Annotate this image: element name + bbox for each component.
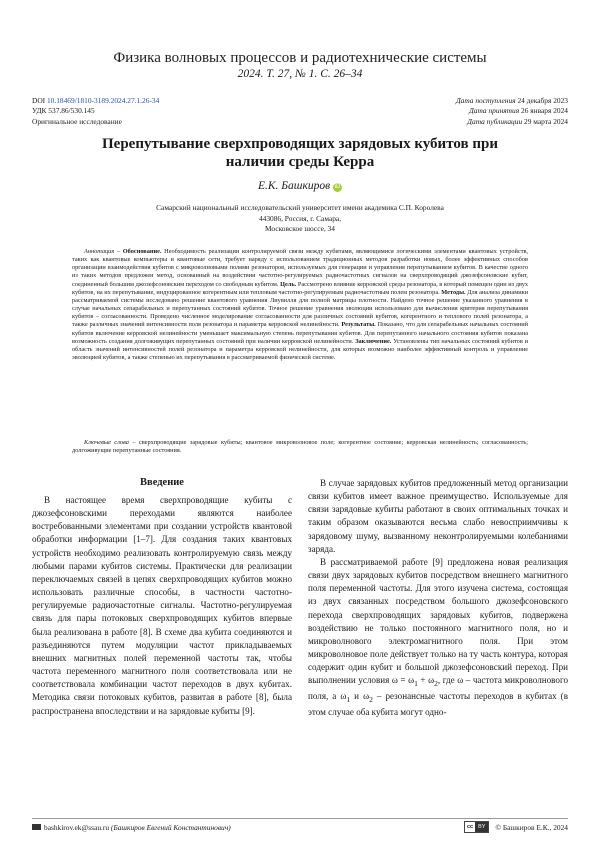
accepted-date-line [456, 106, 568, 116]
orcid-icon[interactable]: iD [334, 184, 341, 190]
paragraph: В настоящее время сверхпроводящие кубиты с джозефсоновскими переходами являются наиболее востребованными элементами при создании устройств квантовой обработки информации [1–7]. Для создания таких квантовых устройств необходимо реализовать контролируемую связь между любыми парами кубитов системы. Практически для реализации переключаемых связей в цепях сверхпроводящих кубитов можно использовать различные способы, в частности частотно-регулируемые радиочастотные сигналы. Частотно-регулируемая связь для пары потоковых сверхпроводящих кубитов впервые была реализована в работе [8]. В схеме два кубита соединяются и разъединяются путем модуляции частот прикладываемых внешних магнитных полей переменной частоты так, чтобы частота переменного магнитного поля соответствовала или не соответствовала комбинации частот переходов в двух кубитах. Методика связи потоковых кубитов, развитая в работе [8], была распространена впоследствии и на зарядовые кубиты [9]. [32, 495, 292, 716]
journal-issue: 2024. Т. 27, № 1. С. 26–34 [237, 68, 363, 80]
body-column-left [32, 494, 292, 718]
footer-license [464, 821, 568, 833]
affiliation-address-2: Московское шоссе, 34 [265, 224, 335, 234]
paragraph: В случае зарядовых кубитов предложенный метод организации связи кубитов имеет важное преимущество. Используемые для связи зарядовые кубиты работают в своих оптимальных точках и таким образом оказываются весьма слабо невосприимчивы к зарядовому шуму, вызванному неконтролируемыми колебаниями заряда. [308, 478, 568, 554]
published-label: Дата публикации [467, 116, 523, 126]
doi-line [32, 96, 159, 106]
mail-icon [32, 824, 41, 830]
abstract-text: Аннотация – Обоснование. Необходимость реализации контролируемой связи между кубитами, являющимися логическими элементами квантовых устройств, таких как квантовые компьютеры и квантовые сети, требует наряду с использованием традиционных методов разработки новых, более эффективных способов организации взаимодействия кубитов с микроволновыми полями резонаторов, используемых для генерации и управления перепутыванием кубитов. В качестве одного из таких методов предложен метод, основанный на воздействии частотно-регулируемых радиочастотных сигналов на сверхпроводящий джозефсоновские кубит, соединенный большим джозефсоновским переходом со свободным кубитом. Цель. Рассмотрено влияние керровской среды резонатора, в который помещен один из двух кубитов, на их перепутывание, индуцированное когерентным или тепловым частотно-регулируемым радиочастотным полем резонатора. Методы. Для анализа динамики рассматриваемой системы исследовано решение квантового уравнения Лиувилля для полной матрицы плотности. Найдено точное решение указанного уравнения в случае начальных сепарабельных и перепутанных состояний кубитов. Точное решение уравнения эволюции использовано для вычисления критерия перепутывания кубитов – согласованности. Проведено численное моделирование согласованности для различных состояний кубитов, когерентного и теплового полей резонатора, а также различных значений интенсивности поля резонатора и параметра керровской нелинейности. Результаты. Показано, что для сепарабельных начальных состояний кубитов включение керровской нелинейности уменьшает максимальную степень перепутывания кубитов. Для перепутанного начального состояния кубитов показана возможность создания долгоживущих перепутанных состояний при наличии керровской нелинейности. Заключение. Установлены тип начальных состояний кубитов и область значений интенсивностей полей резонатора и параметра керровской нелинейности, для которых возможно наиболее эффективный контроль и управление эволюцией кубитов, а также степенью их перепутывания в рассматриваемой физической системе. [72, 248, 529, 362]
received-label: Дата поступления [455, 96, 516, 105]
abstract-results-heading: Результаты. [341, 321, 376, 329]
received-date: 24 декабря 2023 [517, 96, 568, 105]
published-date-line [456, 117, 568, 127]
affiliation-address-1: 443086, Россия, г. Самара, [258, 213, 342, 223]
paragraph: В рассматриваемой работе [9] предложена новая реализация связи двух зарядовых кубитов посредством внешнего магнитного поля переменной частоты. Для этого изучена система, состоящая из двух связанных посредством большого джозефсоновского перехода сверхпроводящих зарядовых кубитов, подвержена воздействию не только постоянного магнитного поля, но и микроволнового электромагнитного поля. При этом микроволновое поле действует только на ту часть контура, которая содержит один кубит и большой джозефсоновский переход. При выполнении условия $\omega = \omega_1 + \omega_2$, где ω – частота микроволнового поля, а $\omega_1$ и $\omega_2$ – резонансные частоты переходов в кубитах (в этом случае оба кубита могут одно- [308, 556, 568, 718]
abstract-methods-heading: Методы. [441, 288, 466, 296]
author-line [0, 180, 600, 192]
accepted-label: Дата принятия [469, 106, 520, 116]
keywords-text: – сверхпроводящие зарядовые кубиты; квантовое микроволновое поле; когерентное состояние; керровская нелинейность; согласованность; долгоживущие перепутанные состояния. [72, 439, 529, 455]
abstract-background-heading: Обоснование. [122, 248, 162, 255]
udc: УДК 537.86/530.145 [32, 106, 95, 116]
footer-contact [32, 823, 231, 832]
abstract-conclusion-heading: Заключение. [355, 337, 392, 345]
section-heading-introduction: Введение [140, 477, 184, 488]
doi-link[interactable]: 10.18469/1810-3189.2024.27.1.26-34 [46, 96, 160, 105]
article-title: Перепутывание сверхпроводящих зарядовых кубитов при наличии среды Керра [102, 136, 498, 170]
abstract-label: Аннотация [84, 248, 115, 255]
author-name: Е.К. Башкиров [257, 180, 331, 192]
cc-by-license-icon[interactable]: cc BY [464, 821, 489, 833]
body-column-right [308, 477, 568, 719]
author-email-name: (Башкиров Евгений Константинович) [110, 823, 231, 832]
affiliation-university: Самарский национальный исследовательский университет имени академика С.П. Королева [156, 203, 444, 212]
published-date: 29 марта 2024 [524, 116, 568, 126]
article-dates [456, 96, 568, 127]
footer-divider [32, 818, 568, 819]
copyright: © Башкиров Е.К., 2024 [495, 822, 568, 832]
article-meta-left [32, 96, 159, 127]
affiliation [0, 203, 600, 235]
accepted-date: 26 января 2024 [521, 106, 568, 116]
abstract [72, 248, 528, 362]
keywords [72, 439, 528, 455]
doi-prefix: DOI [32, 96, 47, 105]
journal-title: Физика волновых процессов и радиотехнические системы [113, 50, 487, 66]
abstract-aim-heading: Цель. [280, 280, 297, 288]
article-type: Оригинальное исследование [32, 116, 122, 126]
keywords-label: Ключевые слова [84, 439, 129, 446]
received-date-line [456, 96, 568, 106]
author-email[interactable]: bashkirov.ek@ssau.ru [44, 823, 110, 832]
